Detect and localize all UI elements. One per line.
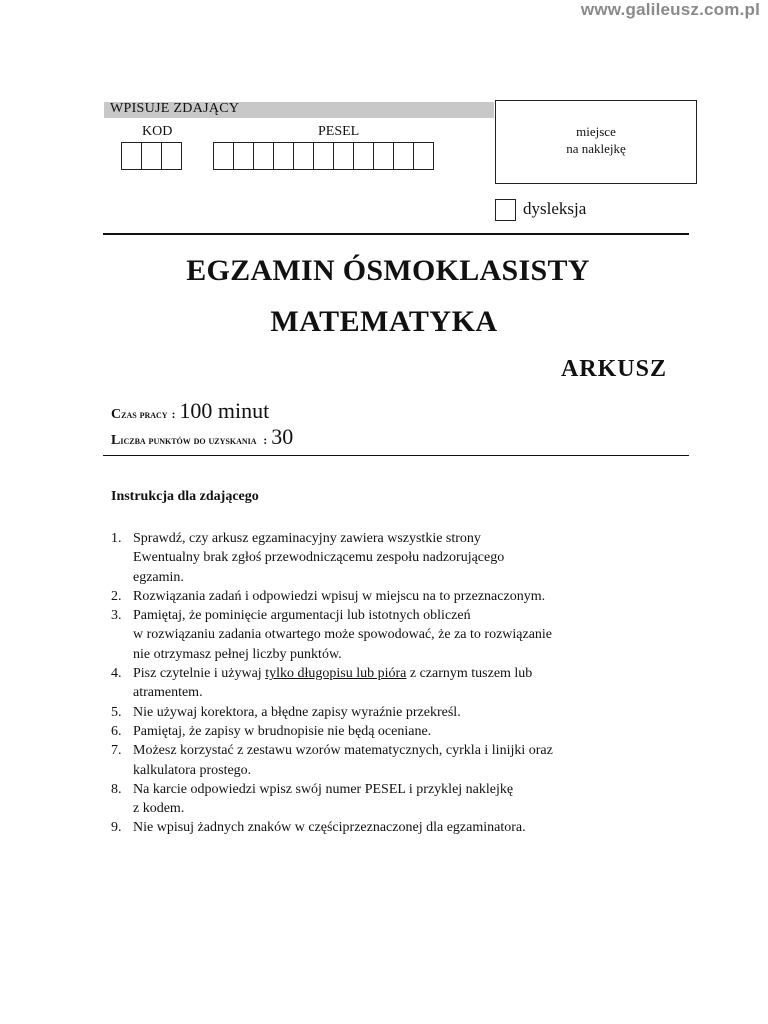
- pesel-digit-box[interactable]: [293, 142, 314, 170]
- candidate-section-label: WPISUJE ZDAJĄCY: [110, 101, 240, 116]
- sticker-label-line2: na naklejkę: [566, 141, 626, 156]
- pesel-input-boxes[interactable]: [213, 142, 433, 170]
- pesel-digit-box[interactable]: [373, 142, 394, 170]
- code-input-boxes[interactable]: [121, 142, 181, 170]
- instruction-item: 6. Pamiętaj, że zapisy w brudnopisie nie będą oceniane.: [111, 723, 432, 739]
- sticker-label-line1: miejsce: [576, 124, 616, 139]
- working-time-value: 100 minut: [179, 398, 270, 423]
- working-time-separator: :: [171, 409, 176, 421]
- instructions-list: [111, 529, 611, 838]
- max-points-separator: :: [263, 435, 268, 447]
- sheet-label: ARKUSZ: [560, 356, 667, 382]
- instruction-item: 4. Pisz czytelnie i używaj tylko długopisu lub pióra z czarnym tuszem lub atramentem.: [111, 666, 533, 701]
- max-points-row: [111, 424, 293, 450]
- instruction-item: 1. Sprawdź, czy arkusz egzaminacyjny zawiera wszystkie strony Ewentualny brak zgłoś przewodniczącemu zespołu nadzorującego egzamin.: [111, 531, 505, 585]
- max-points-label: Liczba punktów do uzyskania: [111, 433, 257, 448]
- dyslexia-checkbox[interactable]: [495, 199, 516, 221]
- instruction-item: 2. Rozwiązania zadań i odpowiedzi wpisuj w miejscu na to przeznaczonym.: [111, 588, 546, 604]
- instruction-item: 8. Na karcie odpowiedzi wpisz swój numer PESEL i przyklej naklejkę z kodem.: [111, 781, 514, 817]
- header-divider: [103, 233, 689, 235]
- max-points-value: 30: [271, 424, 294, 449]
- pesel-label: PESEL: [318, 124, 360, 139]
- dyslexia-label: dysleksja: [523, 199, 587, 218]
- sticker-area: [495, 100, 697, 184]
- instruction-item: 7. Możesz korzystać z zestawu wzorów matematycznych, cyrkla i linijki oraz kalkulatora prostego.: [111, 743, 553, 778]
- code-label: KOD: [142, 124, 173, 139]
- exam-title: EGZAMIN ÓSMOKLASISTY: [186, 254, 590, 287]
- pesel-digit-box[interactable]: [413, 142, 434, 170]
- pesel-digit-box[interactable]: [393, 142, 414, 170]
- code-digit-box[interactable]: [161, 142, 182, 170]
- working-time-label: Czas pracy: [111, 407, 168, 422]
- emphasis-pen-only: tylko długopisu lub pióra: [265, 666, 407, 682]
- pesel-digit-box[interactable]: [353, 142, 374, 170]
- site-watermark: www.galileusz.com.pl: [580, 0, 760, 19]
- pesel-digit-box[interactable]: [213, 142, 234, 170]
- instruction-item: 3. Pamiętaj, że pominięcie argumentacji lub istotnych obliczeń w rozwiązaniu zadania otwartego może spowodować, że za to rozwiązanie nie otrzymasz pełnej liczby punktów.: [111, 608, 553, 662]
- pesel-digit-box[interactable]: [253, 142, 274, 170]
- working-time-row: [111, 398, 269, 424]
- subject-title: MATEMATYKA: [270, 305, 498, 338]
- pesel-digit-box[interactable]: [233, 142, 254, 170]
- instructions-heading: Instrukcja dla zdającego: [111, 489, 259, 504]
- code-digit-box[interactable]: [141, 142, 162, 170]
- pesel-digit-box[interactable]: [313, 142, 334, 170]
- candidate-section-header: [104, 102, 494, 118]
- code-digit-box[interactable]: [121, 142, 142, 170]
- pesel-digit-box[interactable]: [333, 142, 354, 170]
- meta-divider: [103, 455, 689, 456]
- pesel-digit-box[interactable]: [273, 142, 294, 170]
- instruction-item: 5. Nie używaj korektora, a błędne zapisy wyraźnie przekreśl.: [111, 704, 461, 720]
- instruction-item: 9. Nie wpisuj żadnych znaków w częściprzeznaczonej dla egzaminatora.: [111, 820, 526, 836]
